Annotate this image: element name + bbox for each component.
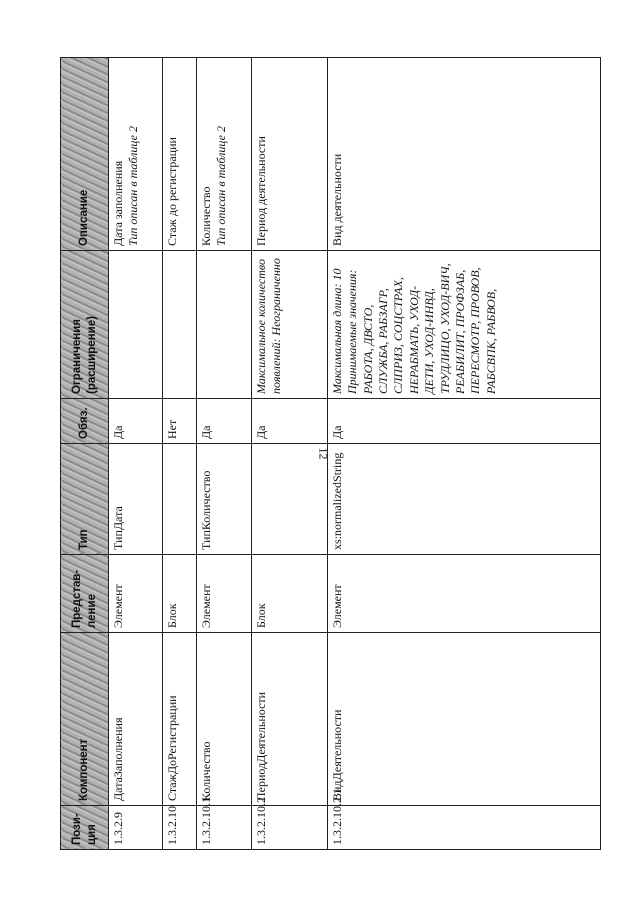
table-row xyxy=(197,58,252,850)
header-representation: Представ-ление xyxy=(61,555,109,633)
header-component: Компонент xyxy=(61,633,109,806)
cell-position: 1.3.2.10.1 xyxy=(197,806,252,850)
cell-position: 1.3.2.10 xyxy=(163,806,197,850)
cell-description xyxy=(109,58,163,251)
header-type: Тип xyxy=(61,444,109,555)
header-mandatory: Обяз. xyxy=(61,399,109,444)
cell-mandatory: Да xyxy=(252,399,328,444)
cell-component: СтажДоРегистрации xyxy=(163,633,197,806)
table-row xyxy=(163,58,197,850)
header-restrictions: Ограничения (расширение) xyxy=(61,251,109,399)
cell-position: 1.3.2.9 xyxy=(109,806,163,850)
cell-description xyxy=(163,58,197,251)
cell-representation: Блок xyxy=(252,555,328,633)
cell-type: xs:normalizedString xyxy=(328,444,601,555)
cell-description xyxy=(328,58,601,251)
description-text: Дата заполнения xyxy=(111,160,125,246)
cell-type: ТипДата xyxy=(109,444,163,555)
table-row xyxy=(252,58,328,850)
table-row xyxy=(328,58,601,850)
cell-representation: Элемент xyxy=(197,555,252,633)
header-description: Описание xyxy=(61,58,109,251)
description-text: Вид деятельности xyxy=(330,153,344,246)
description-text: Стаж до регистрации xyxy=(165,137,179,246)
description-text: Период деятельности xyxy=(254,136,268,246)
description-text: Количество xyxy=(199,186,213,246)
cell-mandatory: Да xyxy=(328,399,601,444)
header-position: Пози-ция xyxy=(61,806,109,850)
cell-restrictions xyxy=(163,251,197,399)
cell-representation: Элемент xyxy=(109,555,163,633)
cell-component: ПериодДеятельности xyxy=(252,633,328,806)
cell-representation: Элемент xyxy=(328,555,601,633)
cell-restrictions: Максимальное количество появлений: Неограниченно xyxy=(252,251,328,399)
cell-restrictions xyxy=(109,251,163,399)
description-note: Тип описан в таблице 2 xyxy=(214,126,229,246)
cell-restrictions xyxy=(197,251,252,399)
table-header-row xyxy=(61,58,109,850)
specification-table xyxy=(60,57,601,850)
page-number: 12 xyxy=(316,447,331,460)
cell-description xyxy=(197,58,252,251)
cell-mandatory: Нет xyxy=(163,399,197,444)
cell-component: Количество xyxy=(197,633,252,806)
cell-representation: Блок xyxy=(163,555,197,633)
cell-restrictions: Максимальная длина: 10 Принимаемые значения: РАБОТА, ДВСТО, СЛУЖБА, РАБЗАГР, СЛПРИЗ, СОЦСТРАХ, НЕРАБМАТЬ, УХОД-ДЕТИ, УХОД-ИНВД, ТРУДЛИЦО, УХОД-ВИЧ, РЕАБИЛИТ, ПРОФЗАБ, ПЕРЕСМОТР, ПРОВОВ, РАБСВПК, РАБВОВ, xyxy=(328,251,601,399)
cell-position: 1.3.2.10.2.1 xyxy=(328,806,601,850)
cell-type: ТипКоличество xyxy=(197,444,252,555)
cell-mandatory: Да xyxy=(109,399,163,444)
specification-table-rotated xyxy=(60,58,600,850)
cell-type xyxy=(163,444,197,555)
table-row xyxy=(109,58,163,850)
cell-type xyxy=(252,444,328,555)
description-note: Тип описан в таблице 2 xyxy=(126,126,141,246)
cell-component: ДатаЗаполнения xyxy=(109,633,163,806)
cell-mandatory: Да xyxy=(197,399,252,444)
cell-component: ВидДеятельности xyxy=(328,633,601,806)
cell-position: 1.3.2.10.2 xyxy=(252,806,328,850)
cell-description xyxy=(252,58,328,251)
